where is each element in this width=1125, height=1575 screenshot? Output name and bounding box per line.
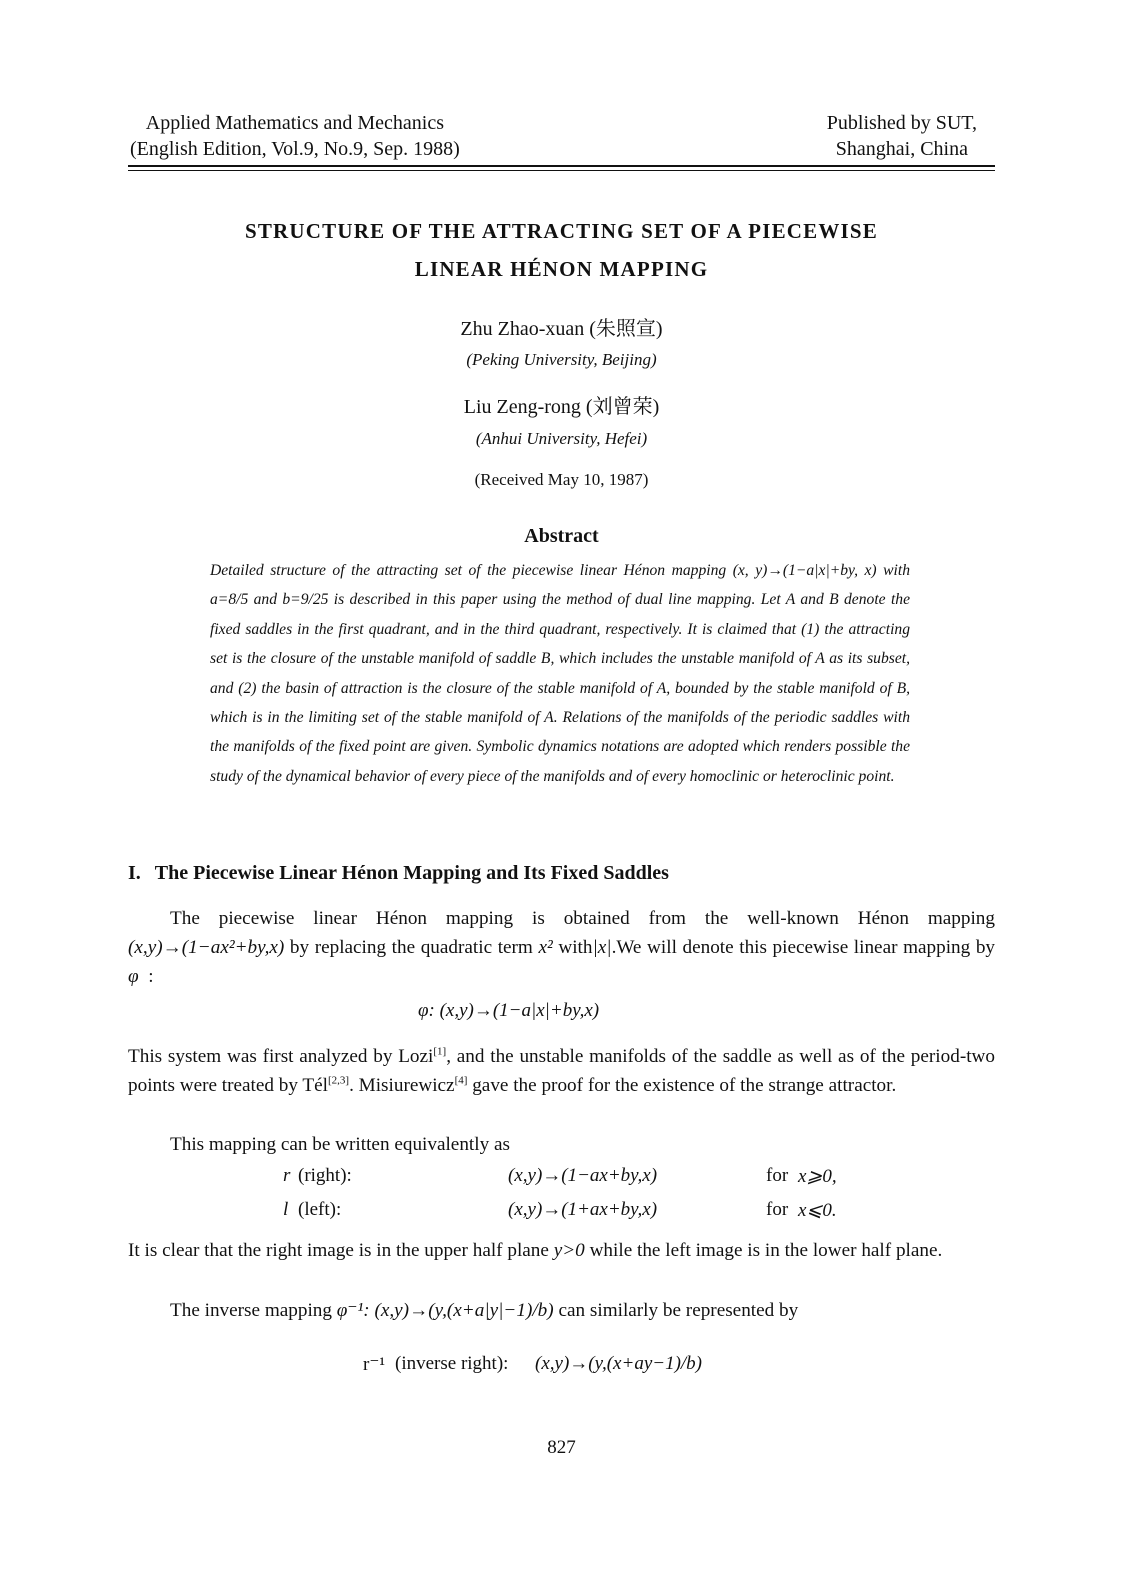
p5-text-a: The inverse mapping <box>170 1300 332 1321</box>
case-left-for: for <box>766 1199 789 1220</box>
paper-title <box>128 212 995 288</box>
p4-text-a: It is clear that the right image is in the upper half plane <box>128 1240 549 1261</box>
p1-abs-x: |x| <box>592 937 612 958</box>
p2-text-c: . Misiurewicz <box>349 1075 455 1096</box>
received-date: (Received May 10, 1987) <box>474 470 649 489</box>
p1-phi: φ <box>128 966 139 987</box>
case-right-label: (right): <box>298 1165 352 1186</box>
citation-1[interactable]: [1] <box>433 1045 447 1058</box>
p3-text: This mapping can be written equivalently as <box>170 1134 510 1155</box>
journal-name: Applied Mathematics and Mechanics <box>145 112 445 134</box>
case-right-condition: x⩾0, <box>798 1166 837 1187</box>
header-rule-thick <box>128 165 995 167</box>
p1-colon: : <box>148 966 154 987</box>
section-title: The Piecewise Linear Hénon Mapping and Its Fixed Saddles <box>154 862 669 884</box>
p1-text-a: The piecewise linear Hénon mapping is obtained from the well-known Hénon mapping <box>170 908 995 929</box>
inverse-right-row <box>0 1353 1125 1383</box>
p2-text-d: gave the proof for the existence of the strange attractor. <box>467 1075 897 1096</box>
citation-2-3[interactable]: [2,3] <box>327 1074 350 1087</box>
author-1-name: Zhu Zhao-xuan (朱照宣) <box>460 318 663 340</box>
journal-header <box>130 110 460 162</box>
title-line-1: STRUCTURE OF THE ATTRACTING SET OF A PIECEWISE <box>244 219 879 243</box>
p2-text-a: This system was first analyzed by Lozi <box>128 1046 434 1067</box>
p4-text-b: while the left image is in the lower half plane. <box>584 1240 943 1261</box>
publisher-name: Published by SUT, <box>826 112 977 134</box>
case-right-symbol: r <box>283 1165 291 1186</box>
case-left-label: (left): <box>298 1199 342 1220</box>
p1-henon-map: (x,y)→(1−ax²+by,x) <box>128 937 285 958</box>
inverse-right-symbol: r⁻¹ <box>363 1354 386 1375</box>
paragraph-3 <box>128 1130 995 1159</box>
p5-inverse-map: φ⁻¹: (x,y)→(y,(x+a|y|−1)/b) <box>336 1300 554 1321</box>
p5-text-b: can similarly be represented by <box>558 1300 799 1321</box>
inverse-right-map: (x,y)→(y,(x+ay−1)/b) <box>535 1353 703 1374</box>
p1-text-c: .We will denote this piecewise linear mapping by <box>611 937 996 958</box>
case-right-map: (x,y)→(1−ax+by,x) <box>508 1165 658 1186</box>
p2-text-b: , and the unstable manifolds of the saddle as well as of the period-two points were treated by Tél <box>128 1046 995 1096</box>
case-left-symbol: l <box>283 1199 289 1220</box>
paragraph-4 <box>128 1236 995 1265</box>
section-heading <box>128 862 669 885</box>
p4-y-positive: y>0 <box>553 1240 585 1261</box>
paragraph-2 <box>128 1042 995 1100</box>
case-left <box>0 1199 1125 1229</box>
inverse-right-label: (inverse right): <box>395 1353 509 1374</box>
publisher-header <box>827 110 977 162</box>
abstract-text: Detailed structure of the attracting set of the piecewise linear Hénon mapping (x, y)→(1−a|x|+by, x) with a=8/5 and b=9/25 is described in this paper using the method of dual line mapping. Let A and B denote the fixed saddles in the first quadrant, and in the third quadrant, respectively. It is claimed that (1) the attracting set is the closure of the unstable manifold of saddle B, which includes the unstable manifold of A as its subset, and (2) the basin of attraction is the closure of the stable manifold of A, bounded by the stable manifold of B, which is in the limiting set of the stable manifold of A. Relations of the manifolds of the periodic saddles with the manifolds of the fixed point are given. Symbolic dynamics notations are adopted which renders possible the study of the dynamical behavior of every piece of the manifolds and of every homoclinic or heteroclinic point. <box>210 562 910 785</box>
abstract-heading: Abstract <box>524 525 599 547</box>
equation-phi: φ: (x,y)→(1−a|x|+by,x) <box>418 1000 600 1021</box>
publisher-location: Shanghai, China <box>835 138 968 160</box>
section-number: I. <box>128 862 141 884</box>
p1-x-squared: x² <box>538 937 553 958</box>
header-rule-thin <box>128 170 995 171</box>
case-right <box>0 1165 1125 1195</box>
case-left-map: (x,y)→(1+ax+by,x) <box>508 1199 658 1220</box>
case-left-condition: x⩽0. <box>798 1200 837 1221</box>
p1-text-b: by replacing the quadratic term <box>289 937 533 958</box>
p1-with: with <box>558 937 593 958</box>
author-1-affiliation: (Peking University, Beijing) <box>466 350 657 369</box>
citation-4[interactable]: [4] <box>454 1074 468 1087</box>
paragraph-1 <box>128 904 995 991</box>
title-line-2: LINEAR HÉNON MAPPING <box>414 257 709 281</box>
author-2-name: Liu Zeng-rong (刘曾荣) <box>463 396 660 418</box>
author-2-affiliation: (Anhui University, Hefei) <box>475 429 648 448</box>
case-right-for: for <box>766 1165 789 1186</box>
journal-issue: (English Edition, Vol.9, No.9, Sep. 1988) <box>130 138 460 160</box>
page-number: 827 <box>547 1437 576 1458</box>
paragraph-5 <box>128 1296 995 1325</box>
